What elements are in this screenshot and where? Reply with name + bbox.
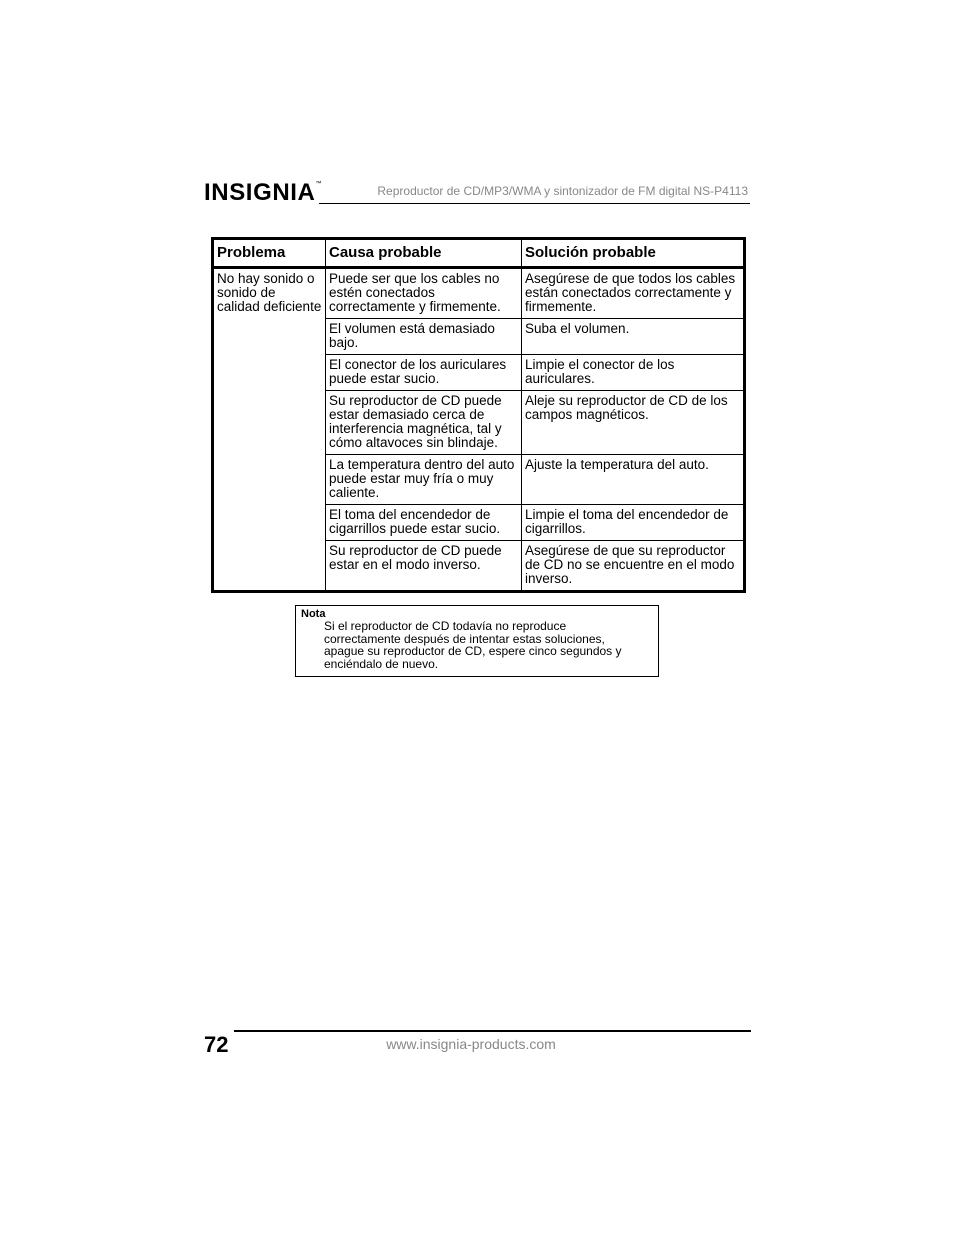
cause-cell: Su reproductor de CD puede estar en el modo inverso.: [326, 541, 522, 592]
cause-cell: Puede ser que los cables no estén conectados correctamente y firmemente.: [326, 268, 522, 319]
problem-cell: No hay sonido o sonido de calidad deficiente: [217, 271, 322, 314]
solution-cell: Suba el volumen.: [522, 319, 745, 355]
column-header-problem: Problema: [213, 239, 326, 268]
solution-cell: Limpie el toma del encendedor de cigarrillos.: [522, 505, 745, 541]
note-text: Si el reproductor de CD todavía no reproduce correctamente después de intentar estas soluciones, apague su reproductor de CD, espere cinco segundos y enciéndalo de nuevo.: [324, 619, 622, 671]
cause-cell: Su reproductor de CD puede estar demasiado cerca de interferencia magnética, tal y cómo altavoces sin blindaje.: [326, 391, 522, 455]
solution-cell: Limpie el conector de los auriculares.: [522, 355, 745, 391]
troubleshooting-table: [211, 237, 746, 593]
footer-rule: [234, 1030, 751, 1032]
column-header-solution: Solución probable: [522, 239, 745, 268]
note-box: [295, 605, 659, 677]
cause-cell: El volumen está demasiado bajo.: [326, 319, 522, 355]
cause-cell: El conector de los auriculares puede estar sucio.: [326, 355, 522, 391]
column-header-cause: Causa probable: [326, 239, 522, 268]
page-number: 72: [204, 1032, 229, 1057]
trademark-symbol: ™: [315, 181, 322, 187]
solution-cell: Asegúrese de que todos los cables están conectados correctamente y firmemente.: [522, 268, 745, 319]
cause-cell: El toma del encendedor de cigarrillos puede estar sucio.: [326, 505, 522, 541]
brand-name: INSIGNIA: [204, 179, 316, 206]
footer-url: www.insignia-products.com: [386, 1036, 556, 1052]
solution-cell: Aleje su reproductor de CD de los campos magnéticos.: [522, 391, 745, 455]
solution-cell: Asegúrese de que su reproductor de CD no se encuentre en el modo inverso.: [522, 541, 745, 592]
cause-cell: La temperatura dentro del auto puede estar muy fría o muy caliente.: [326, 455, 522, 505]
solution-cell: Ajuste la temperatura del auto.: [522, 455, 745, 505]
header-rule: [319, 203, 750, 204]
running-header: Reproductor de CD/MP3/WMA y sintonizador de FM digital NS-P4113: [377, 184, 748, 198]
brand-logo: [204, 181, 321, 205]
table-row: [213, 268, 745, 319]
table-header-row: [213, 239, 745, 268]
note-label: Nota: [301, 608, 326, 620]
